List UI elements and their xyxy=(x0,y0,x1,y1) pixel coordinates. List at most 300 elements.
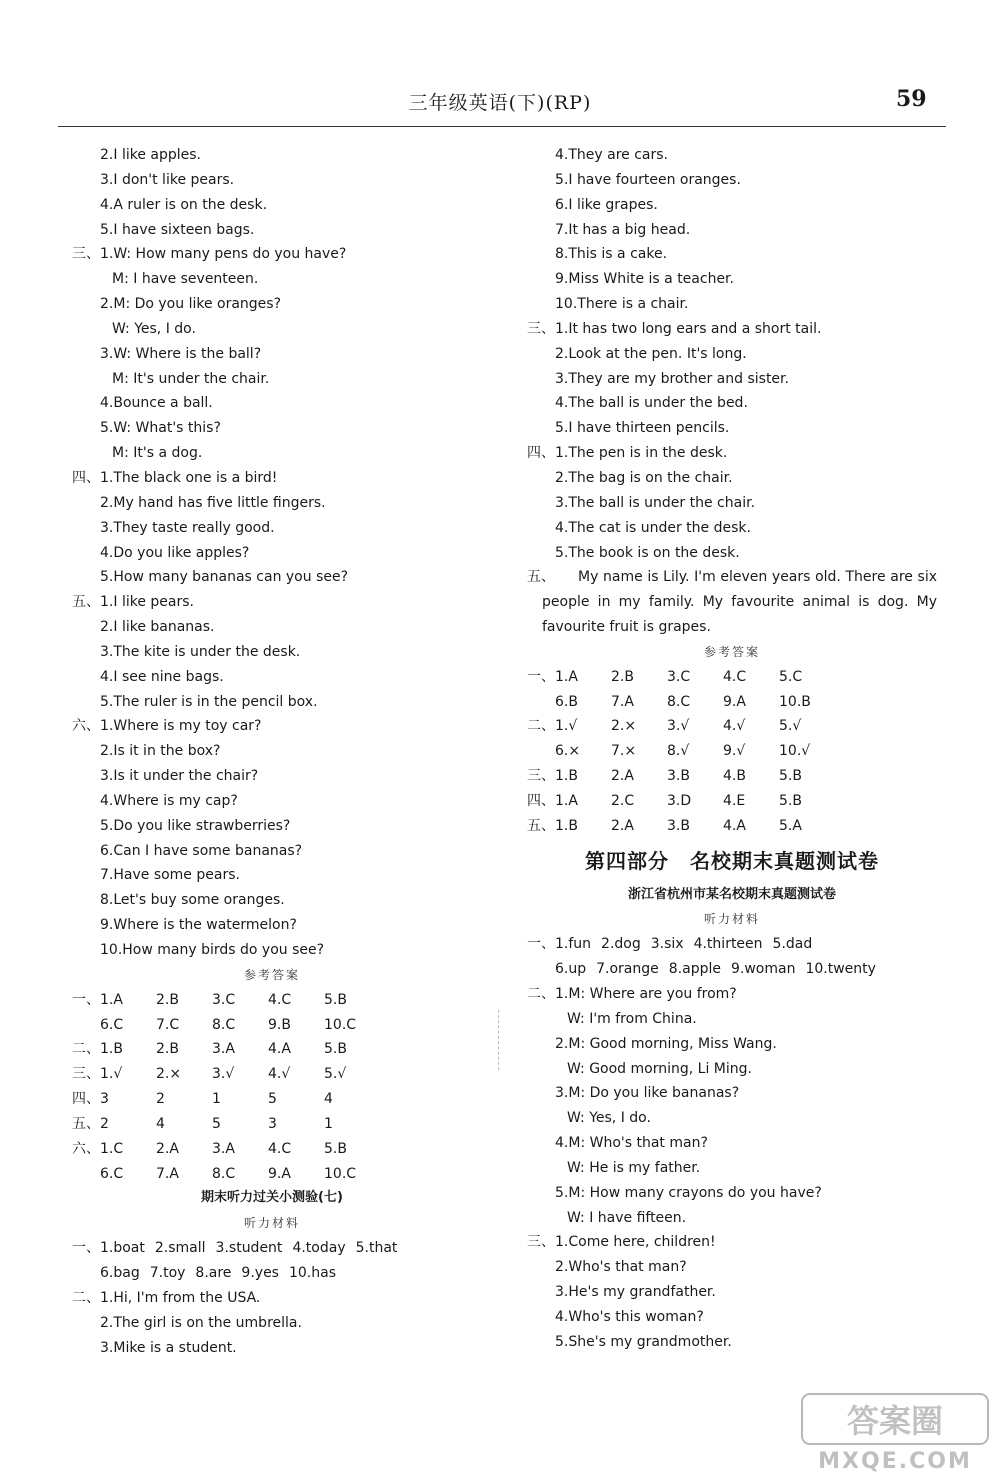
item-number: 2. xyxy=(555,469,569,486)
section-five-block xyxy=(517,565,947,640)
vocab-item: 6.bag xyxy=(100,1264,140,1281)
section-label: 一、 xyxy=(527,936,555,953)
text-line xyxy=(62,789,482,814)
text-line xyxy=(62,640,482,665)
text-line xyxy=(517,342,947,367)
answer-item: 3.C xyxy=(212,991,236,1008)
text-line xyxy=(517,1255,947,1280)
answer-item: 4.A xyxy=(723,817,746,834)
text-line xyxy=(62,739,482,764)
item-text: W: What's this? xyxy=(113,420,221,437)
text-line xyxy=(62,615,482,640)
item-number: 7. xyxy=(555,221,569,238)
item-number: 8. xyxy=(100,892,114,909)
item-number: 10. xyxy=(555,296,578,313)
text-line xyxy=(517,1330,947,1355)
item-number: 5. xyxy=(100,221,114,238)
answer-item: 5.B xyxy=(324,1041,347,1058)
text-line xyxy=(517,1106,947,1131)
vocab-item: 3.six xyxy=(650,936,684,953)
item-text: This is a cake. xyxy=(568,246,668,263)
text-line xyxy=(517,391,947,416)
item-number: 3. xyxy=(555,1085,569,1102)
answer-item: 3.D xyxy=(667,792,692,809)
answer-item: 2.B xyxy=(611,668,634,685)
item-text: W: How many pens do you have? xyxy=(113,246,347,263)
section-label: 二、 xyxy=(72,1041,100,1058)
item-number: 8. xyxy=(555,246,569,263)
answer-row xyxy=(62,1162,482,1187)
answer-item: 9.B xyxy=(268,1016,291,1033)
item-number: 1. xyxy=(555,320,569,337)
item-text: She's my grandmother. xyxy=(568,1333,732,1350)
answer-item: 4.C xyxy=(723,668,747,685)
answer-item: 5.C xyxy=(779,668,803,685)
item-number: 2. xyxy=(100,494,114,511)
item-number: 5. xyxy=(100,420,114,437)
answer-item: 3.B xyxy=(667,817,690,834)
answer-item: 1.A xyxy=(100,991,123,1008)
left-column xyxy=(62,143,482,1360)
item-number: 10. xyxy=(100,942,123,958)
item-text: Where is my toy car? xyxy=(113,718,262,735)
answer-item: 7.A xyxy=(611,693,634,710)
answer-item: 5.√ xyxy=(779,718,802,735)
answer-row xyxy=(62,1137,482,1162)
text-line xyxy=(517,1230,947,1255)
answer-row xyxy=(62,1087,482,1112)
vocab-item: 5.dad xyxy=(772,936,813,953)
answer-item: 3.B xyxy=(667,768,690,785)
vocab-item: 1.fun xyxy=(555,936,592,953)
text-line xyxy=(517,416,947,441)
item-text: W: Yes, I do. xyxy=(112,320,196,337)
answer-item: 5.B xyxy=(324,1140,347,1157)
item-text: Is it under the chair? xyxy=(113,768,259,785)
section-label: 五、 xyxy=(72,1115,100,1132)
vocab-item: 2.dog xyxy=(601,936,641,953)
text-line xyxy=(517,1007,947,1032)
item-number: 5. xyxy=(555,544,569,561)
right-column xyxy=(517,143,947,1355)
watermark-top-text: 答案圈 xyxy=(846,1402,944,1440)
section-label: 四、 xyxy=(527,445,555,462)
answer-row xyxy=(517,739,947,764)
item-text: The bag is on the chair. xyxy=(568,469,733,486)
item-number: 2. xyxy=(100,1314,114,1331)
text-line xyxy=(517,516,947,541)
section-label: 五、 xyxy=(527,817,555,834)
item-number: 6. xyxy=(555,196,569,213)
vocab-item: 7.orange xyxy=(596,961,659,978)
item-number: 3. xyxy=(100,768,114,785)
section-label: 二、 xyxy=(527,718,555,735)
vocab-item: 8.are xyxy=(195,1264,232,1281)
section-label: 四、 xyxy=(72,469,100,486)
item-text: They taste really good. xyxy=(113,519,275,536)
answer-item: 4 xyxy=(324,1091,333,1108)
answer-item: 3 xyxy=(268,1115,277,1132)
item-text: There is a chair. xyxy=(577,296,689,313)
text-line xyxy=(62,565,482,590)
item-number: 1. xyxy=(100,469,114,486)
answer-row xyxy=(517,764,947,789)
vocab-item: 1.boat xyxy=(100,1240,145,1257)
text-line xyxy=(517,267,947,292)
answer-item: 1.B xyxy=(100,1041,123,1058)
item-text: Can I have some bananas? xyxy=(113,842,303,859)
listening-material-heading: 听力材料 xyxy=(243,1216,300,1231)
item-text: The pen is in the desk. xyxy=(568,445,728,462)
item-number: 3. xyxy=(100,171,114,188)
text-line xyxy=(517,317,947,342)
answer-item: 5.B xyxy=(779,792,802,809)
item-text: The girl is on the umbrella. xyxy=(113,1314,302,1331)
item-text: A ruler is on the desk. xyxy=(113,196,268,213)
answer-row xyxy=(517,714,947,739)
text-line xyxy=(62,491,482,516)
header-divider xyxy=(58,126,946,127)
item-text: W: Good morning, Li Ming. xyxy=(567,1060,752,1077)
item-text: Miss White is a teacher. xyxy=(568,271,734,288)
item-number: 1. xyxy=(100,718,114,735)
item-number: 3. xyxy=(100,519,114,536)
answer-item: 4.C xyxy=(268,1140,292,1157)
item-text: W: Yes, I do. xyxy=(567,1110,651,1127)
item-number: 5. xyxy=(555,171,569,188)
answer-item: 5.A xyxy=(779,817,802,834)
item-text: The black one is a bird! xyxy=(113,469,278,486)
item-text: Have some pears. xyxy=(113,867,240,884)
text-line xyxy=(62,541,482,566)
answer-item: 2.C xyxy=(611,792,635,809)
item-number: 2. xyxy=(100,743,114,760)
answer-item: 1.A xyxy=(555,792,578,809)
text-line xyxy=(62,764,482,789)
answer-row xyxy=(62,1013,482,1038)
item-text: I like apples. xyxy=(113,147,201,163)
answer-item: 1.B xyxy=(555,817,578,834)
site-watermark-logo xyxy=(800,1392,990,1472)
answer-item: 10.√ xyxy=(779,743,811,760)
answer-item: 1 xyxy=(324,1115,333,1132)
item-text: I like grapes. xyxy=(568,196,658,213)
item-text: M: How many crayons do you have? xyxy=(568,1184,822,1201)
text-line xyxy=(62,665,482,690)
page-header-title: 三年级英语(下)(RP) xyxy=(408,92,592,114)
answer-item: 4 xyxy=(156,1115,165,1132)
text-line xyxy=(62,466,482,491)
item-text: Do you like strawberries? xyxy=(113,817,291,834)
answer-item: 6.C xyxy=(100,1016,124,1033)
item-text: I like pears. xyxy=(113,594,194,611)
answer-item: 9.A xyxy=(268,1165,291,1182)
item-number: 4. xyxy=(555,519,569,536)
item-number: 9. xyxy=(100,917,114,934)
answer-item: 6.× xyxy=(555,743,581,760)
item-number: 3. xyxy=(555,494,569,511)
answer-item: 7.C xyxy=(156,1016,180,1033)
text-line xyxy=(517,1156,947,1181)
item-number: 5. xyxy=(555,420,569,437)
column-gutter-mark xyxy=(498,1010,500,1070)
item-number: 1. xyxy=(100,594,114,611)
item-text: M: It's a dog. xyxy=(112,445,203,462)
item-text: The kite is under the desk. xyxy=(113,643,301,660)
answer-item: 9.√ xyxy=(723,743,746,760)
section-label: 二、 xyxy=(72,1289,100,1306)
answer-item: 2.B xyxy=(156,1041,179,1058)
item-text: My hand has five little fingers. xyxy=(113,494,326,511)
item-number: 2. xyxy=(555,1259,569,1276)
text-line xyxy=(517,466,947,491)
section-label: 四、 xyxy=(72,1091,100,1108)
item-text: Where is the watermelon? xyxy=(113,917,297,934)
answer-item: 1 xyxy=(212,1091,221,1108)
item-text: I have thirteen pencils. xyxy=(568,420,730,437)
vocab-item: 8.apple xyxy=(668,961,721,978)
answer-item: 1.√ xyxy=(100,1066,123,1083)
answer-item: 5.√ xyxy=(324,1066,347,1083)
item-number: 5. xyxy=(555,1333,569,1350)
item-number: 1. xyxy=(555,445,569,462)
text-line xyxy=(517,1280,947,1305)
item-text: W: I have fifteen. xyxy=(567,1209,687,1226)
text-line xyxy=(517,1131,947,1156)
item-number: 4. xyxy=(100,196,114,213)
text-line xyxy=(517,1057,947,1082)
vocab-row xyxy=(517,932,947,957)
item-text: Who's that man? xyxy=(568,1259,687,1276)
item-text: Let's buy some oranges. xyxy=(113,892,285,909)
vocab-item: 2.small xyxy=(154,1240,206,1257)
text-line xyxy=(517,292,947,317)
text-line xyxy=(517,1181,947,1206)
item-number: 3. xyxy=(100,1339,114,1356)
item-number: 5. xyxy=(100,817,114,834)
item-text: The ruler is in the pencil box. xyxy=(113,693,318,710)
item-text: W: I'm from China. xyxy=(567,1010,697,1027)
item-text: Is it in the box? xyxy=(113,743,221,760)
item-text: He's my grandfather. xyxy=(568,1284,716,1301)
answer-item: 4.C xyxy=(268,991,292,1008)
answer-item: 1.√ xyxy=(555,718,578,735)
item-number: 1. xyxy=(555,986,569,1002)
item-text: I have fourteen oranges. xyxy=(568,171,741,188)
answer-item: 8.√ xyxy=(667,743,690,760)
item-number: 3. xyxy=(100,643,114,660)
text-line xyxy=(517,541,947,566)
vocab-row xyxy=(62,1236,482,1261)
answer-item: 2.× xyxy=(611,718,637,735)
item-number: 3. xyxy=(555,1284,569,1301)
item-text: M: Good morning, Miss Wang. xyxy=(568,1035,777,1052)
section-label: 四、 xyxy=(527,792,555,809)
item-number: 3. xyxy=(100,345,114,362)
answer-item: 3.√ xyxy=(667,718,690,735)
item-number: 5. xyxy=(100,569,114,586)
answers-heading: 参考答案 xyxy=(243,967,300,982)
item-number: 4. xyxy=(555,395,569,412)
item-text: I see nine bags. xyxy=(113,668,224,685)
item-number: 4. xyxy=(555,1135,569,1152)
answer-row xyxy=(517,814,947,839)
text-line xyxy=(62,391,482,416)
text-line xyxy=(517,1305,947,1330)
part-title: 第四部分 名校期末真题测试卷 xyxy=(585,848,879,873)
vocab-row xyxy=(62,1261,482,1286)
text-line xyxy=(517,218,947,243)
answer-row xyxy=(517,665,947,690)
answer-row xyxy=(517,789,947,814)
answer-item: 4.E xyxy=(723,792,746,809)
paragraph-text: My name is Lily. I'm eleven years old. There are six people in my family. My favourite animal is dog. My favourite fruit is grapes. xyxy=(542,569,937,636)
answer-item: 5.B xyxy=(779,768,802,785)
vocab-item: 4.today xyxy=(292,1240,346,1257)
text-line xyxy=(62,1311,482,1336)
item-text: M: Who's that man? xyxy=(568,1135,708,1152)
item-text: They are my brother and sister. xyxy=(568,370,789,387)
item-number: 4. xyxy=(100,395,114,412)
item-number: 2. xyxy=(555,345,569,362)
text-line xyxy=(517,193,947,218)
vocab-item: 9.woman xyxy=(730,961,796,978)
text-line xyxy=(517,441,947,466)
section-label: 二、 xyxy=(527,986,555,1002)
text-line xyxy=(62,814,482,839)
text-line xyxy=(62,1336,482,1361)
text-line xyxy=(517,1081,947,1106)
item-text: Who's this woman? xyxy=(568,1308,704,1325)
text-line xyxy=(62,1286,482,1311)
item-number: 2. xyxy=(100,296,114,313)
item-number: 7. xyxy=(100,867,114,884)
answer-item: 2.A xyxy=(611,768,634,785)
answer-item: 3.√ xyxy=(212,1066,235,1083)
section-label: 三、 xyxy=(527,320,555,337)
vocab-item: 10.twenty xyxy=(805,961,876,978)
text-line xyxy=(62,193,482,218)
item-text: M: Where are you from? xyxy=(568,986,737,1002)
text-line xyxy=(517,242,947,267)
answer-item: 10.B xyxy=(779,693,811,710)
section-label: 三、 xyxy=(72,1066,100,1083)
vocab-item: 4.thirteen xyxy=(693,936,763,953)
text-line xyxy=(62,938,482,963)
answer-item: 1.C xyxy=(100,1140,124,1157)
answer-item: 8.C xyxy=(212,1165,236,1182)
item-number: 5. xyxy=(555,1184,569,1201)
text-line xyxy=(62,292,482,317)
answer-item: 2 xyxy=(100,1115,109,1132)
answer-item: 1.B xyxy=(555,768,578,785)
text-line xyxy=(62,267,482,292)
item-number: 3. xyxy=(555,370,569,387)
item-number: 4. xyxy=(100,544,114,561)
text-line xyxy=(517,491,947,516)
vocab-row xyxy=(517,957,947,982)
item-text: I don't like pears. xyxy=(113,171,235,188)
item-number: 2. xyxy=(100,619,114,636)
text-line xyxy=(517,168,947,193)
answer-item: 9.A xyxy=(723,693,746,710)
text-line xyxy=(62,367,482,392)
item-text: Look at the pen. It's long. xyxy=(568,345,747,362)
item-number: 2. xyxy=(100,147,114,163)
item-number: 2. xyxy=(555,1035,569,1052)
item-text: The ball is under the bed. xyxy=(568,395,748,412)
section-label: 五、 xyxy=(72,594,100,611)
watermark-bottom-text: MXQE.COM xyxy=(818,1449,972,1472)
section-label: 三、 xyxy=(527,768,555,785)
vocab-item: 3.student xyxy=(215,1240,283,1257)
section-label: 五、 xyxy=(527,569,555,586)
answer-item: 5.B xyxy=(324,991,347,1008)
answer-item: 7.A xyxy=(156,1165,179,1182)
answer-item: 10.C xyxy=(324,1016,357,1033)
section-label: 一、 xyxy=(527,668,555,685)
answer-item: 3.A xyxy=(212,1041,235,1058)
answer-row xyxy=(62,1112,482,1137)
answer-item: 4.A xyxy=(268,1041,291,1058)
item-text: Where is my cap? xyxy=(113,792,238,809)
answer-item: 2.× xyxy=(156,1066,182,1083)
answers-heading: 参考答案 xyxy=(703,644,760,659)
text-line xyxy=(517,1206,947,1231)
section-label: 一、 xyxy=(72,991,100,1008)
vocab-item: 10.has xyxy=(288,1264,336,1281)
item-text: I have sixteen bags. xyxy=(113,221,255,238)
text-line xyxy=(62,143,482,168)
item-number: 9. xyxy=(555,271,569,288)
answer-item: 2.B xyxy=(156,991,179,1008)
answer-item: 2.A xyxy=(156,1140,179,1157)
text-line xyxy=(62,416,482,441)
section-label: 六、 xyxy=(72,1140,100,1157)
text-line xyxy=(517,982,947,1007)
item-number: 5. xyxy=(100,693,114,710)
text-line xyxy=(517,367,947,392)
item-text: The cat is under the desk. xyxy=(568,519,751,536)
answer-item: 1.A xyxy=(555,668,578,685)
item-text: How many bananas can you see? xyxy=(113,569,349,586)
text-line xyxy=(62,913,482,938)
section-label: 一、 xyxy=(72,1240,100,1257)
answer-item: 5 xyxy=(268,1091,277,1108)
answer-row xyxy=(517,690,947,715)
vocab-item: 7.toy xyxy=(149,1264,186,1281)
quiz-title: 期末听力过关小测验(七) xyxy=(201,1190,343,1206)
item-text: M: I have seventeen. xyxy=(112,271,259,288)
answer-item: 6.C xyxy=(100,1165,124,1182)
text-line xyxy=(62,888,482,913)
item-text: W: He is my father. xyxy=(567,1159,701,1176)
answer-item: 4.√ xyxy=(723,718,746,735)
answer-item: 3.A xyxy=(212,1140,235,1157)
text-line xyxy=(517,1032,947,1057)
text-line xyxy=(62,590,482,615)
text-line xyxy=(62,516,482,541)
answer-item: 3 xyxy=(100,1091,109,1108)
text-line xyxy=(62,863,482,888)
item-text: M: Do you like oranges? xyxy=(113,296,282,313)
item-number: 6. xyxy=(100,842,114,859)
text-line xyxy=(62,242,482,267)
item-text: The ball is under the chair. xyxy=(568,494,756,511)
item-number: 1. xyxy=(100,1289,114,1306)
text-line xyxy=(62,342,482,367)
item-text: Come here, children! xyxy=(568,1234,716,1251)
